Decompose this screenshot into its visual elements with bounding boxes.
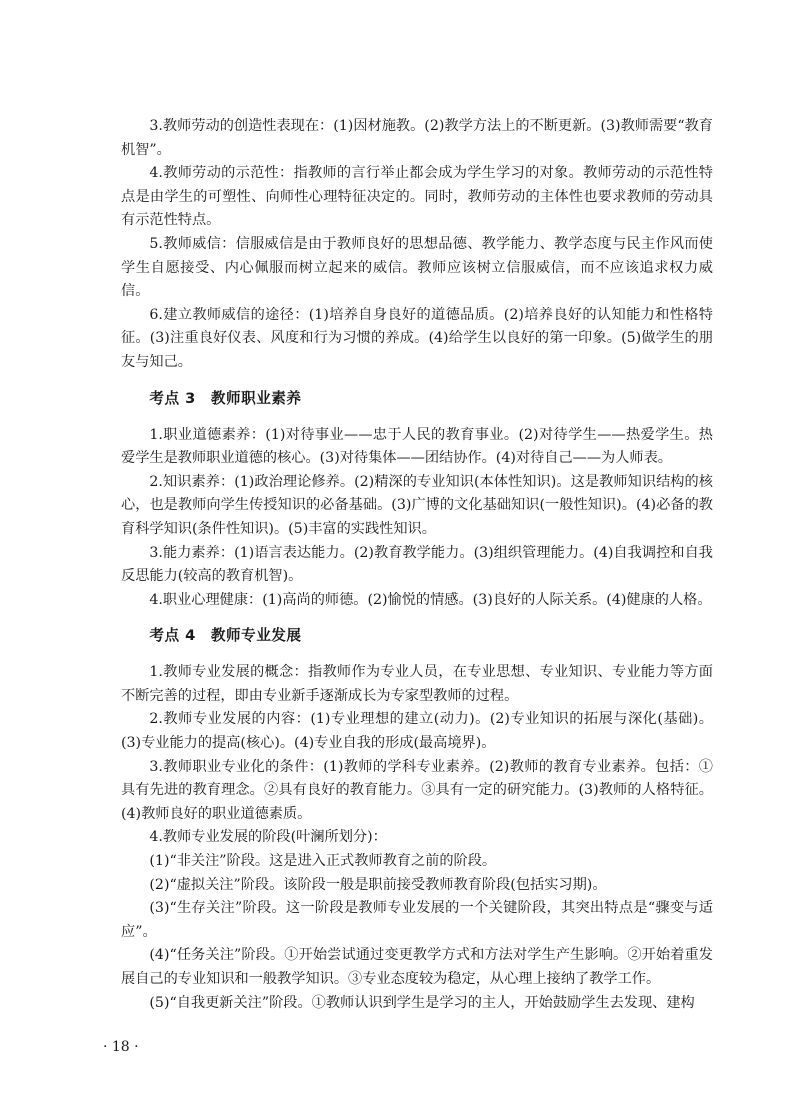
paragraph-ability: 3.能力素养：(1)语言表达能力。(2)教育教学能力。(3)组织管理能力。(4)自我调控和自我反思能力(较高的教育机智)。 bbox=[121, 544, 713, 585]
paragraph-exemplarity: 4.教师劳动的示范性：指教师的言行举止都会成为学生学习的对象。教师劳动的示范性特点是由学生的可塑性、向师性心理特征决定的。同时，教师劳动的主体性也要求教师的劳动具有示范性特点。 bbox=[121, 165, 713, 229]
paragraph-stage-2: (2)“虚拟关注”阶段。该阶段一般是职前接受教师教育阶段(包括实习期)。 bbox=[149, 876, 607, 893]
paragraph-stage-3: (3)“生存关注”阶段。这一阶段是教师专业发展的一个关键阶段，其突出特点是“骤变与适应”。 bbox=[121, 900, 713, 940]
paragraph-stages-intro: 4.教师专业发展的阶段(叶澜所划分)： bbox=[149, 829, 387, 846]
section-heading-3: 考点 3 教师职业素养 bbox=[149, 389, 302, 407]
paragraph-stage-1: (1)“非关注”阶段。这是进入正式教师教育之前的阶段。 bbox=[149, 853, 497, 870]
paragraph-teacher-prestige: 5.教师威信：信服威信是由于教师良好的思想品德、教学能力、教学态度与民主作风而使学生自愿接受、内心佩服而树立起来的威信。教师应该树立信服威信，而不应该追求权力威信。 bbox=[121, 235, 713, 300]
page-content bbox=[121, 115, 713, 1015]
page-number: · 18 · bbox=[103, 1039, 139, 1055]
paragraph-stage-5: (5)“自我更新关注”阶段。①教师认识到学生是学习的主人，开始鼓励学生去发现、建构 bbox=[149, 994, 695, 1011]
paragraph-professionalization: 3.教师职业专业化的条件：(1)教师的学科专业素养。(2)教师的教育专业素养。包括：①具有先进的教育理念。②具有良好的教育能力。③具有一定的研究能力。(3)教师的人格特征。(4)教师良好的职业道德素质。 bbox=[121, 758, 713, 822]
paragraph-stage-4: (4)“任务关注”阶段。①开始尝试通过变更教学方式和方法对学生产生影响。②开始着重发展自己的专业知识和一般教学知识。③专业态度较为稳定，从心理上接纳了教学工作。 bbox=[121, 947, 713, 987]
paragraph-knowledge: 2.知识素养：(1)政治理论修养。(2)精深的专业知识(本体性知识)。这是教师知识结构的核心，也是教师向学生传授知识的必备基础。(3)广博的文化基础知识(一般性知识)。(4)必备的教育科学知识(条件性知识)。(5)丰富的实践性知识。 bbox=[121, 473, 713, 537]
paragraph-prestige-paths: 6.建立教师威信的途径：(1)培养自身良好的道德品质。(2)培养良好的认知能力和性格特征。(3)注重良好仪表、风度和行为习惯的养成。(4)给学生以良好的第一印象。(5)做学生的朋友与知己。 bbox=[121, 306, 713, 370]
paragraph-development-concept: 1.教师专业发展的概念：指教师作为专业人员，在专业思想、专业知识、专业能力等方面不断完善的过程，即由专业新手逐渐成长为专家型教师的过程。 bbox=[121, 664, 713, 704]
paragraph-creativity: 3.教师劳动的创造性表现在：(1)因材施教。(2)教学方法上的不断更新。(3)教师需要“教育机智”。 bbox=[121, 118, 713, 158]
paragraph-mental-health: 4.职业心理健康：(1)高尚的师德。(2)愉悦的情感。(3)良好的人际关系。(4)健康的人格。 bbox=[149, 591, 712, 608]
paragraph-ethics: 1.职业道德素养：(1)对待事业——忠于人民的教育事业。(2)对待学生——热爱学生。热爱学生是教师职业道德的核心。(3)对待集体——团结协作。(4)对待自己——为人师表。 bbox=[121, 426, 713, 467]
section-heading-4: 考点 4 教师专业发展 bbox=[149, 627, 302, 645]
paragraph-development-content: 2.教师专业发展的内容：(1)专业理想的建立(动力)。(2)专业知识的拓展与深化(基础)。(3)专业能力的提高(核心)。(4)专业自我的形成(最高境界)。 bbox=[121, 711, 713, 752]
